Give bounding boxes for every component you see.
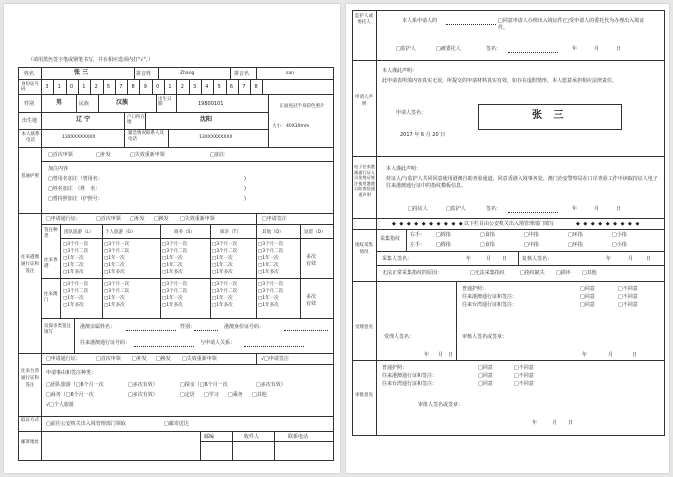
ethnicity-label: 民族 [79, 101, 90, 107]
id-digit[interactable]: 7 [119, 84, 123, 90]
tw-reissue[interactable]: □补发 [132, 356, 147, 362]
hk-endorse-option[interactable]: □3个月二次 [104, 289, 130, 294]
id-label: 身份证号码 [21, 82, 39, 92]
fp-reason-other[interactable]: □其他 [582, 270, 597, 276]
passport-option-first[interactable]: □首次申领 [48, 152, 73, 158]
hk-endorse-option[interactable]: □3个月一次 [63, 282, 89, 287]
approval-date-day: 日 [568, 420, 574, 426]
approval-sign-label: 审批人签名或签章： [418, 402, 464, 408]
fp-reason-missing[interactable]: □指纹缺失 [520, 270, 545, 276]
application-form-right-page [346, 4, 669, 473]
approval-tw-approve[interactable]: □同意 [478, 381, 493, 387]
accept-hk-approve[interactable]: □同意 [580, 294, 595, 300]
hk-header-personal-tour: 个人旅游（G） [105, 230, 136, 235]
photo-size-value: 40X30mm [286, 124, 310, 129]
review-date-year: 年 [582, 352, 588, 358]
relative-relation[interactable]: 与申请人关系： [200, 340, 236, 346]
hk-endorse-option[interactable]: □1年多次 [104, 270, 125, 275]
fingerprint-finger-option[interactable]: □拇指 [436, 232, 451, 238]
hk-stay-multi-label: 多次 [306, 294, 317, 300]
review-sign-label: 审核人签名或签章： [462, 334, 508, 340]
fingerprint-finger-option[interactable]: □拇指 [436, 242, 451, 248]
form-instruction: （请用黑色签字笔或钢笔书写，并在相应选项内打"√"。） [28, 57, 154, 63]
endorse-former-name[interactable]: □曾用名加注（曾用名： [48, 176, 103, 182]
tw-section-label: 往来台湾通行证和签注 [21, 369, 39, 388]
tw-visit-multi[interactable]: □多次有效） [256, 382, 286, 388]
relative-sex[interactable]: 性别： [180, 324, 196, 330]
tw-group-tour[interactable]: □团队旅游（□6个月一次 [46, 382, 104, 388]
divider-diamonds-right: ◆ ◆ ◆ ◆ ◆ ◆ ◆ ◆ ◆ [576, 221, 641, 227]
hk-endorse-option[interactable]: □3个月一次 [258, 282, 284, 287]
guardian-label: 监护人或委托人 [355, 14, 373, 25]
accept-tw-approve[interactable]: □同意 [580, 302, 595, 308]
phone-label: 本人联系电话 [21, 132, 40, 143]
hk-endorse-option[interactable]: □3个月二次 [212, 289, 238, 294]
id-digit[interactable]: 3 [193, 84, 197, 90]
sex-label: 性别 [24, 101, 35, 107]
e-pass-label: 电子往来港澳通行证人员免签证签注使用港澳自助查验通道声明 [354, 164, 375, 197]
tw-apply-endorse[interactable]: √□申请签注 [261, 356, 289, 362]
ethnicity-value[interactable]: 汉族 [116, 99, 129, 106]
accept-passport-disapprove[interactable]: □不同意 [618, 286, 638, 292]
approval-hk-disapprove[interactable]: □不同意 [514, 373, 534, 379]
applicant-signature: 张 三 [532, 110, 568, 121]
hk-stay-multi-label: 多次 [306, 254, 317, 260]
hk-endorse-option[interactable]: □1年一次 [162, 296, 183, 301]
hk-reissue[interactable]: □补发 [130, 216, 145, 222]
fp-reason-damaged[interactable]: □损坏 [556, 270, 571, 276]
hk-endorse-option[interactable]: □1年二次 [258, 263, 279, 268]
hk-endorse-option[interactable]: □1年多次 [258, 303, 279, 308]
e-pass-holder[interactable]: □持证人 [408, 206, 428, 212]
hk-section-label: 往来港澳通行证和签注 [21, 255, 39, 274]
hk-endorse-option[interactable]: □1年一次 [212, 256, 233, 261]
hk-header-stay: 逗留（D） [304, 230, 326, 235]
e-pass-date-year: 年 [572, 206, 578, 212]
relative-name[interactable]: 港澳亲属姓名： [80, 324, 116, 330]
mail-label: 邮寄地址 [21, 440, 39, 445]
hukou-value[interactable]: 沈阳 [200, 116, 213, 123]
fp-collector-month: 月 [486, 256, 492, 262]
e-pass-sign-label: 签名： [486, 206, 502, 212]
tw-invalid-reapply[interactable]: □失效重新申领 [182, 356, 217, 362]
hk-header-other: 其他（Q） [262, 230, 284, 235]
tw-first-apply[interactable]: □首次申领 [96, 356, 121, 362]
applicant-date[interactable]: 2017 年 6 月 20 日 [400, 132, 446, 138]
accept-passport: 普通护照： [462, 286, 488, 292]
emergency-label: 紧急情况联系人及电话 [128, 131, 164, 142]
e-pass-date-month: 月 [594, 206, 600, 212]
hk-endorse-option[interactable]: □1年多次 [212, 270, 233, 275]
approval-tw-disapprove[interactable]: □不同意 [514, 381, 534, 387]
hk-endorse-option[interactable]: □3个月二次 [63, 289, 89, 294]
hk-endorse-option[interactable]: □3个月一次 [258, 242, 284, 247]
hk-endorse-option[interactable]: □3个月二次 [258, 289, 284, 294]
fp-cannot-label: 无法正常采集指纹的原因： [382, 270, 443, 276]
hk-endorse-option[interactable]: □3个月一次 [104, 242, 130, 247]
hk-endorse-option[interactable]: □1年一次 [258, 296, 279, 301]
fingerprint-finger-option[interactable]: □环指 [568, 242, 583, 248]
id-digit[interactable]: 5 [106, 84, 111, 90]
divider-text: 以下栏目由公安机关出入境管理部门填写 [464, 221, 555, 227]
id-digit[interactable]: 3 [45, 84, 49, 90]
accept-hk: 往来港澳通行证和签注： [462, 294, 518, 300]
fingerprint-finger-option[interactable]: □中指 [524, 242, 539, 248]
hk-endorse-option[interactable]: □1年多次 [104, 303, 125, 308]
endorse-title: 加注内容 [48, 166, 69, 172]
tw-visit-family[interactable]: □探亲（□6个月一次 [180, 382, 228, 388]
guardian-date-year: 年 [572, 46, 578, 52]
mail-zip-header: 邮编 [204, 434, 215, 440]
guardian-date-month: 月 [594, 46, 600, 52]
tw-other[interactable]: □其他 [252, 392, 267, 398]
id-digit[interactable]: 1 [57, 84, 61, 90]
approval-passport-disapprove[interactable]: □不同意 [514, 365, 534, 371]
pinyin-surname-value[interactable]: Zhang [180, 71, 195, 76]
passport-option-reissue[interactable]: □补发 [96, 152, 111, 158]
sex-value[interactable]: 男 [56, 99, 63, 106]
hk-endorse-type-label: 签注种类 [44, 228, 58, 239]
id-digit[interactable]: 5 [217, 84, 221, 90]
hk-endorse-option[interactable]: □1年一次 [162, 256, 183, 261]
emergency-value[interactable]: 13XXXXXXXXX [199, 135, 233, 140]
id-digit[interactable]: 8 [131, 84, 135, 90]
hk-endorse-option[interactable]: □3个月二次 [63, 249, 89, 254]
application-form-left-page [4, 4, 340, 473]
receive-option-pickup[interactable]: □前往公安机关出入境管理部门领取 [46, 421, 126, 427]
id-digit[interactable]: 9 [143, 84, 147, 90]
fingerprint-finger-option[interactable]: □中指 [524, 232, 539, 238]
hk-endorse-option[interactable]: □3个月二次 [258, 249, 284, 254]
approval-date-month: 月 [552, 420, 558, 426]
hk-endorse-option[interactable]: □1年二次 [104, 263, 125, 268]
accept-date-year: 年 [424, 352, 430, 358]
endorse-name[interactable]: □姓名加注 （姓 名： [48, 186, 101, 192]
tw-crew[interactable]: □乘务 [228, 392, 243, 398]
fingerprint-label: 指纹采集情况 [355, 243, 373, 255]
hk-apply-endorse[interactable]: □申请签注 [262, 216, 287, 222]
tw-personal-tour[interactable]: √□个人旅游 [46, 402, 74, 408]
hk-endorse-option[interactable]: □3个月一次 [162, 242, 188, 247]
hk-header-visit-family: 探亲（T） [220, 230, 241, 235]
guardian-sign-label: 签名： [486, 46, 502, 52]
e-pass-guardian[interactable]: □监护人 [446, 206, 466, 212]
guardian-option-guardian[interactable]: □监护人 [396, 46, 416, 52]
accept-passport-approve[interactable]: □同意 [580, 286, 595, 292]
e-pass-title: 本人谨此声明： [386, 166, 422, 172]
fp-reviewer-month: 月 [628, 256, 634, 262]
tw-group-multi[interactable]: □多次有效） [128, 382, 158, 388]
approval-label: 审批意见 [355, 393, 373, 398]
hk-endorse-option[interactable]: □1年多次 [162, 303, 183, 308]
id-digit[interactable]: 2 [94, 84, 98, 90]
hk-stay-multi-label: 有效 [306, 301, 317, 307]
name-value[interactable]: 张 三 [74, 69, 89, 76]
hk-hongkong-label: 往来香港 [44, 258, 58, 269]
passport-section-label: 普通护照 [21, 174, 39, 179]
pinyin-given-value[interactable]: san [286, 71, 294, 76]
tw-renew[interactable]: □换发 [156, 356, 171, 362]
fp-collector-year: 年 [466, 256, 472, 262]
accept-sign-label: 受理人签名： [384, 334, 415, 340]
hk-header-group-tour: 团队旅游（L） [64, 230, 94, 235]
birthplace-label: 出生地 [22, 118, 38, 124]
birth-value[interactable]: 19800101 [198, 101, 224, 107]
hk-invalid-reapply[interactable]: □失效重新申领 [180, 216, 215, 222]
declaration-label: 申请人声明 [355, 95, 373, 107]
fp-right-hand: 右手： [410, 232, 426, 238]
relative-permit[interactable]: 往来港澳通行证号码： [80, 340, 131, 346]
endorse-close-2: ) [244, 186, 246, 192]
tw-study[interactable]: □学习 [204, 392, 219, 398]
hk-endorse-option[interactable]: □1年一次 [63, 256, 84, 261]
hukou-label: 户口所在地 [127, 115, 145, 125]
applicant-sign-label: 申请人签名： [396, 110, 427, 116]
endorse-close-3: ) [244, 196, 246, 202]
fingerprint-finger-option[interactable]: □食指 [480, 232, 495, 238]
fp-reviewer-day: 日 [646, 256, 652, 262]
id-digit[interactable]: 0 [156, 84, 160, 90]
fp-collector-label: 采集人签名： [382, 256, 413, 262]
guardian-text-1: 本人系申请人的 [402, 18, 438, 24]
id-digit[interactable]: 1 [168, 84, 172, 90]
accept-label: 受理意见 [355, 325, 373, 330]
hk-endorse-option[interactable]: □1年一次 [104, 256, 125, 261]
passport-option-endorse[interactable]: □加注 [210, 152, 225, 158]
fingerprint-finger-option[interactable]: □小指 [612, 232, 627, 238]
hk-endorse-option[interactable]: □3个月一次 [104, 282, 130, 287]
endorse-close-1: ) [244, 176, 246, 182]
hk-first-apply[interactable]: □首次申领 [96, 216, 121, 222]
id-digit[interactable]: 0 [70, 84, 74, 90]
guardian-date-day: 日 [616, 46, 622, 52]
review-date-day: 日 [632, 352, 638, 358]
phone-value[interactable]: 13XXXXXXXXX [62, 135, 96, 140]
mail-recipient-header: 收件人 [244, 434, 260, 440]
id-digit[interactable]: 4 [205, 84, 209, 90]
review-date-month: 月 [608, 352, 614, 358]
mail-phone-header: 联系电话 [288, 434, 309, 440]
declaration-text: 此申请表所填内容真实无误，所提交的申请材料真实有效，如存在虚假情形，本人愿意承担相应法律责任。 [382, 78, 618, 84]
hk-endorse-option[interactable]: □3个月二次 [104, 249, 130, 254]
hk-endorse-option[interactable]: □1年二次 [212, 263, 233, 268]
fingerprint-finger-option[interactable]: □小指 [612, 242, 627, 248]
accept-tw: 往来台湾通行证和签注： [462, 302, 518, 308]
fp-reason-cannot[interactable]: □无法采集指纹 [470, 270, 505, 276]
fingerprint-finger-option[interactable]: □环指 [568, 232, 583, 238]
id-digit[interactable]: 1 [82, 84, 86, 90]
id-digit[interactable]: 7 [242, 84, 246, 90]
hk-endorse-option[interactable]: □1年多次 [63, 270, 84, 275]
tw-settle[interactable]: □定居 [180, 392, 195, 398]
tw-apply-permit[interactable]: □申请通行证： [46, 356, 81, 362]
fp-reviewer-label: 复核人签名： [522, 256, 553, 262]
guardian-option-delegate[interactable]: □被委托人 [436, 46, 461, 52]
approval-hk-approve[interactable]: □同意 [478, 373, 493, 379]
name-label: 姓名 [24, 71, 35, 77]
accept-date-month: 月 [438, 352, 444, 358]
accept-tw-disapprove[interactable]: □不同意 [618, 302, 638, 308]
id-digit[interactable]: 8 [254, 84, 258, 90]
photo-size-label: 大小： [272, 124, 286, 129]
fp-reviewer-year: 年 [606, 256, 612, 262]
hk-endorse-option[interactable]: □3个月一次 [162, 282, 188, 287]
pinyin-given-label: 拼音名 [234, 71, 250, 77]
pinyin-surname-label: 拼音姓 [136, 71, 152, 77]
relative-id[interactable]: 港澳身份证号码： [224, 324, 265, 330]
hk-apply-permit[interactable]: □申请通行证： [46, 216, 81, 222]
guardian-text-2: □同意申请人办理出入境证件/□受申请人的委托代为办理出入境证件。 [498, 18, 645, 31]
hk-endorse-option[interactable]: □1年多次 [63, 303, 84, 308]
hk-endorse-option[interactable]: □3个月二次 [212, 249, 238, 254]
tw-business[interactable]: □商务（□6个月一次 [46, 392, 94, 398]
tw-endorse-title: 申请事由和签注种类： [46, 370, 97, 376]
hk-endorse-option[interactable]: □1年多次 [162, 270, 183, 275]
hk-macau-label: 往来澳门 [44, 292, 58, 303]
fp-collector-day: 日 [502, 256, 508, 262]
approval-tw: 往来台湾通行证和签注： [382, 381, 438, 387]
hk-endorse-option[interactable]: □1年一次 [63, 296, 84, 301]
hk-endorse-option[interactable]: □3个月一次 [63, 242, 89, 247]
birthplace-value[interactable]: 辽 宁 [76, 116, 91, 123]
e-pass-text: 持证人/与监护人共同同意使用港澳自助查验通道，同意香港入境事务处、澳门治安警察局在口岸查验工作中读取持证人电子往来港澳通行证中的指纹模板信息。 [386, 176, 658, 189]
hk-stay-multi-label: 有效 [306, 261, 317, 267]
hk-endorse-option[interactable]: □1年多次 [212, 303, 233, 308]
hk-endorse-option[interactable]: □3个月二次 [162, 249, 188, 254]
hk-header-business: 商务（S） [174, 230, 195, 235]
hk-endorse-option[interactable]: □1年一次 [212, 296, 233, 301]
passport-option-invalid-reapply[interactable]: □失效重新申领 [130, 152, 165, 158]
accept-hk-disapprove[interactable]: □不同意 [618, 294, 638, 300]
hk-endorse-option[interactable]: □1年多次 [258, 270, 279, 275]
hk-endorse-option[interactable]: □3个月一次 [212, 242, 238, 247]
hk-endorse-option[interactable]: □1年一次 [258, 256, 279, 261]
photo-note: 正面免冠半身彩色照片 [279, 104, 325, 109]
hk-endorse-option[interactable]: □3个月一次 [212, 282, 238, 287]
endorse-old-passport[interactable]: □曾持照加注（护照号： [48, 196, 103, 202]
approval-passport: 普通护照： [382, 365, 408, 371]
accept-date-day: 日 [448, 352, 454, 358]
birth-label: 出生日期 [158, 97, 172, 107]
e-pass-date-day: 日 [616, 206, 622, 212]
relative-label: 仅探亲类签注填写 [44, 324, 71, 335]
hk-endorse-option[interactable]: □1年二次 [63, 263, 84, 268]
receive-option-mail[interactable]: □邮寄送达 [164, 421, 189, 427]
approval-hk: 往来港澳通行证和签注： [382, 373, 438, 379]
fp-left-hand: 左手： [410, 242, 426, 248]
approval-date-year: 年 [532, 420, 538, 426]
fingerprint-finger-option[interactable]: □食指 [480, 242, 495, 248]
approval-passport-approve[interactable]: □同意 [478, 365, 493, 371]
hk-endorse-option[interactable]: □1年一次 [104, 296, 125, 301]
tw-business-multi[interactable]: □多次有效） [128, 392, 158, 398]
divider-diamonds-left: ◆ ◆ ◆ ◆ ◆ ◆ ◆ ◆ ◆ ◆ [392, 221, 464, 227]
id-digit[interactable]: 6 [229, 84, 234, 90]
declaration-title: 本人谨此声明： [382, 68, 418, 74]
receive-label: 取证方式 [21, 418, 39, 423]
id-digit[interactable]: 2 [180, 84, 184, 90]
hk-endorse-option[interactable]: □1年二次 [162, 263, 183, 268]
hk-endorse-option[interactable]: □3个月二次 [162, 289, 188, 294]
fingerprint-capture: 采集指纹 [380, 236, 401, 242]
hk-renew[interactable]: □换发 [154, 216, 169, 222]
